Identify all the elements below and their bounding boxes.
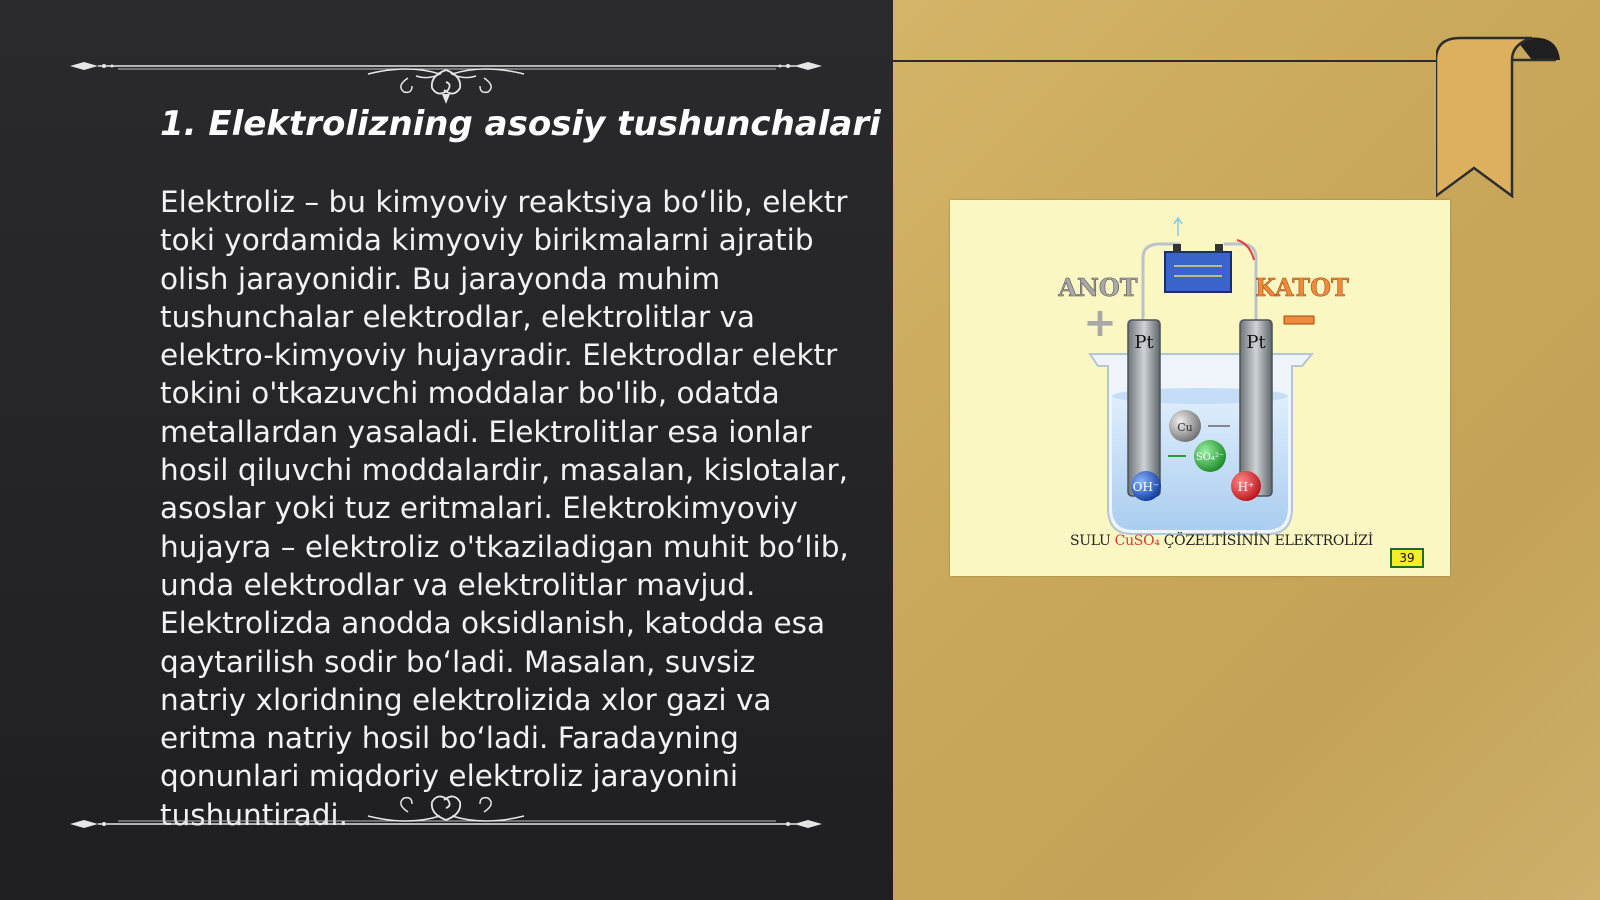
electrolysis-cell-illustration (950, 200, 1450, 576)
figure-page-number: 39 (1390, 548, 1424, 568)
slide-title: 1. Elektrolizning asosiy tushunchalari (160, 104, 881, 144)
cathode-label: KATOT (1255, 273, 1349, 302)
hydrogen-ion-label: H⁺ (1237, 480, 1255, 494)
ornament-divider-bottom (68, 778, 824, 828)
battery-icon (1165, 252, 1231, 292)
ornament-divider-top (68, 56, 824, 106)
caption-prefix: SULU (1070, 533, 1115, 549)
slide-body-text: Elektroliz – bu kimyoviy reaktsiya bo‘lib, elektr toki yordamida kimyoviy birikmalarni ajratib olish jarayonidir. Bu jarayonda muhim tushunchalar elektrodlar, elektrolitlar va elektro-kimyoviy hujayradir. Elektrodlar elektr tokini o'tkazuvchi moddalar bo'lib, odatda metallardan yasaladi. Elektrolitlar esa ionlar hosil qiluvchi moddalardir, masalan, kislotalar, asoslar yoki tuz eritmalari. Elektrokimyoviy hujayra – elektroliz o'tkaziladigan muhit bo‘lib, unda elektrodlar va elektrolitlar mavjud. Elektrolizda anodda oksidlanish, katodda esa qaytarilish sodir bo‘ladi. Masalan, suvsiz natriy xloridning elektrolizida xlor gazi va eritma natriy hosil bo‘ladi. Faradayning qonunlari miqdoriy elektroliz jarayonini tushuntiradi. (160, 185, 849, 832)
anode-pt-label: Pt (1134, 332, 1154, 353)
caption-suffix: ÇÖZELTİSİNİN ELEKTROLİZİ (1159, 533, 1373, 549)
cathode-pt-label: Pt (1246, 332, 1266, 353)
figure-caption (1070, 533, 1373, 549)
sulfate-ion-label: SO₄²⁻ (1195, 452, 1225, 463)
bookmark-ribbon-icon (1436, 36, 1586, 200)
caption-chem-formula: CuSO₄ (1114, 533, 1160, 549)
minus-sign-icon (1284, 316, 1314, 324)
electrolysis-diagram (950, 200, 1450, 576)
hydroxide-ion-label: OH⁻ (1132, 480, 1160, 494)
anode-label: ANOT (1058, 273, 1138, 302)
cu-ion-label: Cu (1177, 421, 1193, 434)
plus-sign-icon: + (1083, 300, 1117, 346)
top-divider-line (893, 60, 1438, 62)
